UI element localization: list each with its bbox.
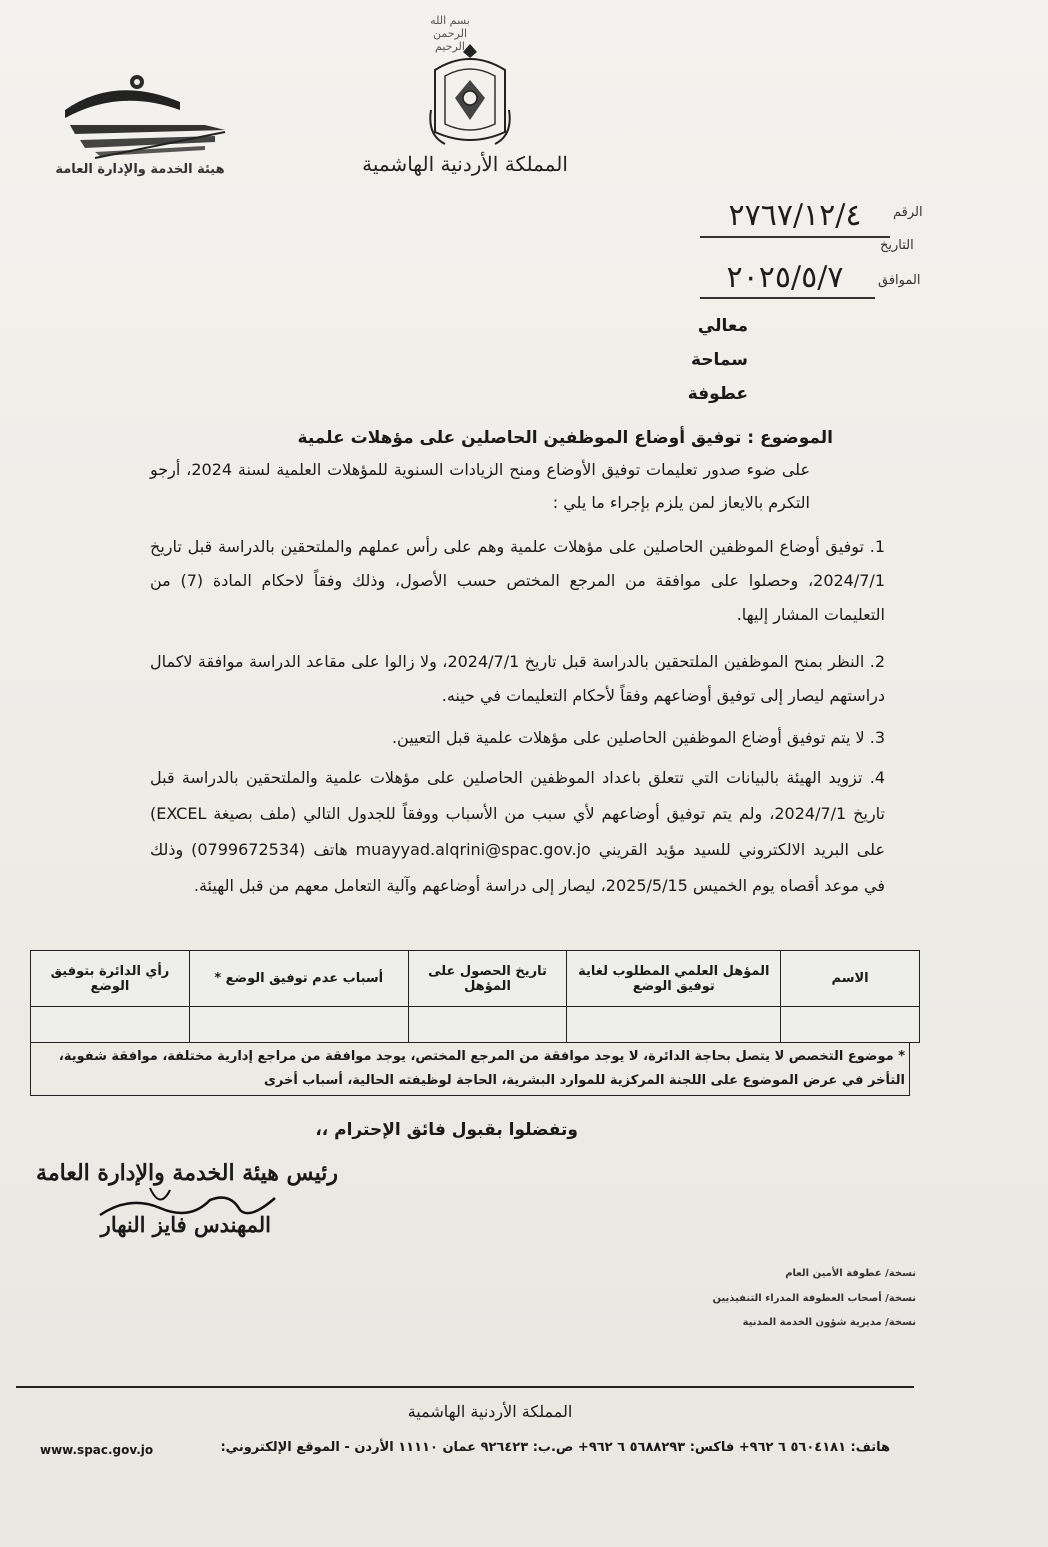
spac-logo bbox=[55, 70, 230, 190]
list-item-3 bbox=[150, 721, 885, 755]
org-name: هيئة الخدمة والإدارة العامة bbox=[55, 162, 225, 177]
spac-logo-icon bbox=[55, 70, 230, 162]
footer-website[interactable]: www.spac.gov.jo bbox=[40, 1443, 154, 1457]
table-cell bbox=[189, 1007, 408, 1043]
table-header: المؤهل العلمي المطلوب لغاية توفيق الوضع bbox=[567, 951, 781, 1007]
table-cell bbox=[781, 1007, 920, 1043]
cc-line-3: نسخة/ مديرية شؤون الخدمة المدنية bbox=[742, 1317, 916, 1328]
item-text: تزويد الهيئة بالبيانات التي تتعلق باعداد الموظفين الحاصلين على مؤهلات علمية والملتحقين بالدراسة قبل تاريخ 2024/7/1، ولم يتم توفيق أوضاعهم لأي سبب من الأسباب ووفقاً للجدول التالي (ملف بصيغة EXCEL) على البريد الالكتروني للسيد مؤيد القريني muayyad.alqrini@spac.gov.jo هاتف (0799672534) وذلك في موعد أقصاه يوم الخميس 2025/5/15، ليصار إلى دراسة أوضاعهم وآلية التعامل معهم من قبل الهيئة. bbox=[150, 768, 885, 895]
kingdom-title: المملكة الأردنية الهاشمية bbox=[362, 152, 568, 176]
date-label: التاريخ bbox=[880, 238, 914, 253]
table-row bbox=[31, 1007, 920, 1043]
table-cell bbox=[31, 1007, 190, 1043]
addressee-3: عطوفة bbox=[687, 384, 748, 404]
corresponding-label: الموافق bbox=[878, 273, 921, 288]
number-label: الرقم bbox=[893, 205, 923, 220]
list-item-2 bbox=[150, 645, 885, 713]
addressee-1: معالي bbox=[697, 316, 748, 336]
table-header-row bbox=[31, 951, 920, 1007]
addressee-2: سماحة bbox=[690, 350, 748, 370]
item-number: 4. bbox=[869, 768, 885, 787]
crest-icon bbox=[425, 40, 515, 150]
closing-line: وتفضلوا بقبول فائق الإحترام ،، bbox=[315, 1120, 578, 1140]
table-note: * موضوع التخصص لا يتصل بحاجة الدائرة، لا يوجد موافقة من المرجع المختص، يوجد موافقة من مراجع إدارية مختلفة، موافقة شفوية، التأخر في عرض الموضوع على اللجنة المركزية للموارد البشرية، الحاجة لوظيفته الحالية، أسباب أخرى bbox=[30, 1042, 910, 1096]
subject-line: الموضوع : توفيق أوضاع الموظفين الحاصلين على مؤهلات علمية bbox=[297, 428, 833, 448]
signatory-name: المهندس فايز النهار bbox=[100, 1212, 271, 1237]
footer-kingdom: المملكة الأردنية الهاشمية bbox=[407, 1402, 573, 1421]
table-header: أسباب عدم توفيق الوضع * bbox=[189, 951, 408, 1007]
item-text: توفيق أوضاع الموظفين الحاصلين على مؤهلات علمية وهم على رأس عملهم والملتحقين بالدراسة قبل تاريخ 2024/7/1، وحصلوا على موافقة من المرجع المختص حسب الأصول، وذلك وفقاً لاحكام المادة (7) من التعليمات المشار إليها. bbox=[150, 537, 885, 624]
basmala: بسم الله الرحمن الرحيم bbox=[430, 14, 470, 53]
item-text: لا يتم توفيق أوضاع الموظفين الحاصلين على مؤهلات علمية قبل التعيين. bbox=[391, 728, 865, 747]
table-header: الاسم bbox=[781, 951, 920, 1007]
date-underline bbox=[700, 297, 875, 299]
table-cell bbox=[567, 1007, 781, 1043]
item-number: 2. bbox=[869, 652, 885, 671]
list-item-1 bbox=[150, 530, 885, 632]
cc-line-1: نسخة/ عطوفة الأمين العام bbox=[785, 1268, 916, 1279]
list-item-4 bbox=[150, 760, 885, 904]
royal-crest bbox=[425, 40, 515, 150]
letter-date: ٢٠٢٥/٥/٧ bbox=[726, 260, 844, 295]
signatory-title: رئيس هيئة الخدمة والإدارة العامة bbox=[36, 1160, 338, 1186]
footer-contact: هاتف: ٥٦٠٤١٨١ ٦ ٩٦٢+ فاكس: ٥٦٨٨٢٩٣ ٦ ٩٦٢+ ص.ب: ٩٢٦٤٢٣ عمان ١١١١٠ الأردن - الموقع الإلكتروني: bbox=[220, 1440, 890, 1455]
table-header: تاريخ الحصول على المؤهل bbox=[408, 951, 567, 1007]
cc-line-2: نسخة/ أصحاب العطوفة المدراء التنفيذيين bbox=[712, 1293, 916, 1304]
table-cell bbox=[408, 1007, 567, 1043]
intro-paragraph: على ضوء صدور تعليمات توفيق الأوضاع ومنح الزيادات السنوية للمؤهلات العلمية لسنة 2024، أرجو التكرم بالايعاز لمن يلزم بإجراء ما يلي : bbox=[150, 460, 811, 512]
table-header: رأي الدائرة بتوفيق الوضع bbox=[31, 951, 190, 1007]
item-number: 3. bbox=[869, 728, 885, 747]
number-underline bbox=[700, 236, 890, 238]
item-number: 1. bbox=[869, 537, 886, 556]
data-table bbox=[30, 950, 920, 1043]
footer-divider bbox=[16, 1386, 914, 1388]
letter-number: ٢٧٦٧/١٢/٤ bbox=[728, 198, 862, 233]
item-text: النظر بمنح الموظفين الملتحقين بالدراسة قبل تاريخ 2024/7/1، ولا زالوا على مقاعد الدراسة موافقة لاكمال دراستهم ليصار إلى توفيق أوضاعهم وفقاً لأحكام التعليمات في حينه. bbox=[150, 652, 885, 705]
